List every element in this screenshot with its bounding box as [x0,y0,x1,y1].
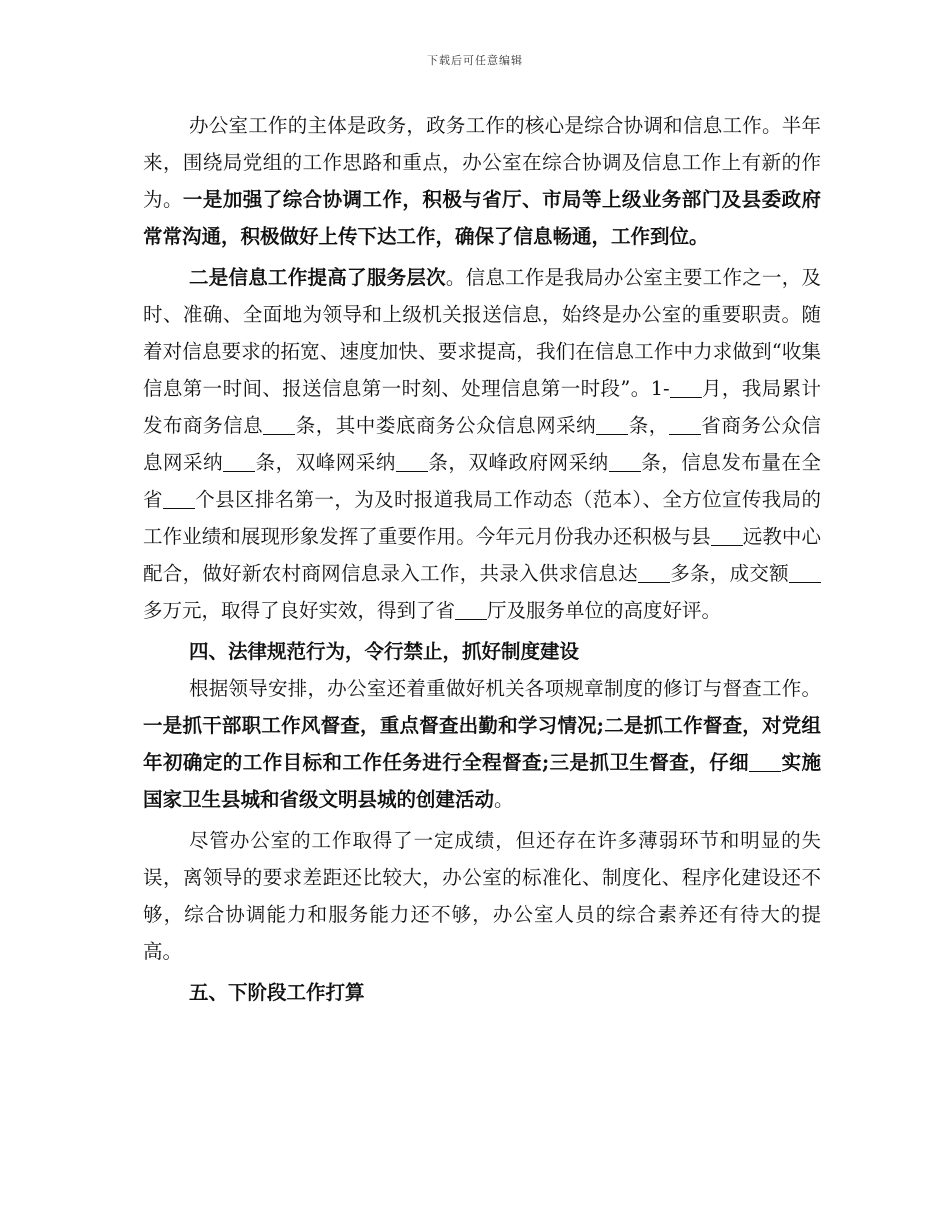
fill-blank [789,563,821,584]
fill-blank [711,526,743,547]
text-segment: 。信息工作是我局办公室主要工作之一，及时、准确、全面地为领导和上级机关报送信息，始终是办公室的重要职责。随着对信息要求的拓宽、速度加快、要求提高，我们在信息工作中力求做到“收集信息第一时间、报送信息第一时刻、处理信息第一时段”。1- [143,266,821,400]
section-heading-5: 五、下阶段工作打算 [189,981,365,1004]
fill-blank [596,415,628,436]
section-heading-4: 四、法律规范行为，令行禁止，抓好制度建设 [189,640,580,663]
text-segment: 条，双峰政府网采纳 [427,451,609,474]
fill-blank [638,563,670,584]
text-segment: 省商务公众信息网采纳 [143,414,821,474]
paragraph-coordination [143,107,821,255]
text-segment: 多条，成交额 [669,562,789,585]
fill-blank [163,489,195,510]
fill-blank [609,452,641,473]
text-segment: 条， [628,414,669,437]
document-body [143,107,821,1011]
paragraph-shortcomings: 尽管办公室的工作取得了一定成绩，但还存在许多薄弱环节和明显的失误，离领导的要求差距还比较大，办公室的标准化、制度化、程序化建设还不够，综合协调能力和服务能力还不够，办公室人员的综合素养还有待大的提高。 [143,829,821,963]
text-segment: 条，信息发布量在全省 [143,451,821,511]
paragraph-regulations [143,670,821,818]
paragraph-bold-lead: 二是信息工作提高了服务层次 [189,266,446,289]
fill-blank [455,600,487,621]
text-segment: 条，其中娄底商务公众信息网采纳 [295,414,597,437]
fill-blank [396,452,428,473]
paragraph-bold-text: 一是加强了综合协调工作，积极与省厅、市局等上级业务部门及县委政府常常沟通，积极做好上传下达工作，确保了信息畅通，工作到位。 [143,188,821,248]
paragraph-text: 。 [494,788,514,811]
fill-blank [670,378,702,399]
text-segment: 厅及服务单位的高度好评。 [487,599,722,622]
fill-blank [223,452,255,473]
text-segment: 月，我局累计发布商务信息 [143,377,821,437]
paragraph-information [143,259,821,629]
text-segment: 条，双峰网采纳 [255,451,396,474]
paragraph-bold-text: 实施国家卫生县城和省级文明县城的创建活动 [143,751,821,811]
fill-blank [263,415,295,436]
fill-blank [749,752,781,773]
text-segment: 个县区排名第一，为及时报道我局工作动态（范本）、全方位宣传我局的工作业绩和展现形象发挥了重要作用。今年元月份我办还积极与县 [143,488,821,548]
fill-blank [669,415,701,436]
page-header: 下载后可任意编辑 [427,54,523,67]
text-segment: 远教中心配合，做好新农村商网信息录入工作，共录入供求信息达 [143,525,821,585]
text-segment: 多万元，取得了良好实效，得到了省 [143,599,456,622]
paragraph-text: 办公室工作的主体是政务，政务工作的核心是综合协调和信息工作。半年来，围绕局党组的工作思路和重点，办公室在综合协调及信息工作上有新的作为。 [143,114,821,211]
paragraph-bold-text: 一是抓干部职工作风督查，重点督查出勤和学习情况;二是抓工作督查，对党组年初确定的工作目标和工作任务进行全程督查;三是抓卫生督查，仔细 [143,714,821,774]
paragraph-text: 根据领导安排，办公室还着重做好机关各项规章制度的修订与督查工作。 [189,677,821,700]
